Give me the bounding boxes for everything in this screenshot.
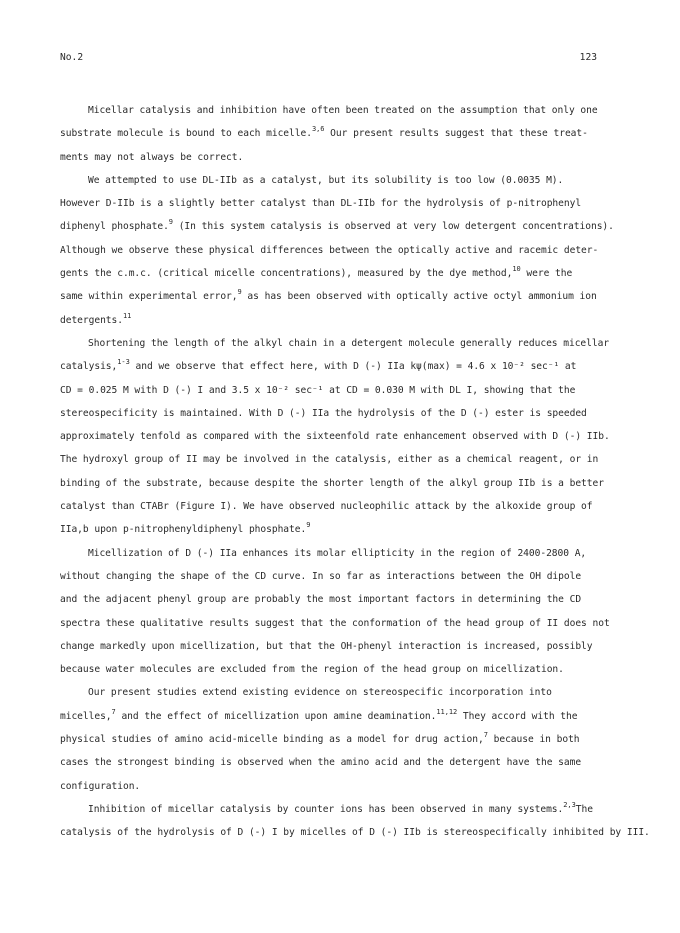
paragraph — [60, 542, 620, 682]
reference-superscript: 11,12 — [436, 707, 458, 716]
text-line: CD = 0.025 M with D (-) I and 3.5 x 10⁻² sec⁻¹ at CD = 0.030 M with DL I, showing that the — [60, 384, 576, 396]
reference-superscript: 2,3 — [563, 800, 576, 809]
paragraph — [60, 332, 620, 542]
text-line: because water molecules are excluded from the region of the head group on micellization. — [60, 664, 564, 676]
reference-superscript: 9 — [237, 288, 242, 297]
text-line: spectra these qualitative results suggest that the conformation of the head group of II does not — [60, 617, 610, 629]
article-body — [60, 99, 650, 845]
text-line: cases the strongest binding is observed when the amino acid and the detergent have the same — [60, 757, 582, 769]
paragraph — [60, 169, 620, 332]
reference-superscript: 3,6 — [311, 125, 325, 134]
reference-superscript: 7 — [111, 707, 116, 716]
page-header — [60, 52, 597, 66]
text-line: Although we observe these physical differences between the optically active and racemic deter- — [60, 244, 599, 256]
text-line: configuration. — [60, 780, 141, 792]
text-line: detergents.$^{11}$ — [60, 311, 132, 326]
text-line: physical studies of amino acid-micelle binding as a model for drug action,$^7$ because in both — [60, 731, 580, 746]
paragraph — [60, 99, 620, 169]
text-line: substrate molecule is bound to each micelle.$^{3,6}$ Our present results suggest that these treat- — [60, 125, 588, 140]
text-line: Micellar catalysis and inhibition have often been treated on the assumption that only one — [88, 105, 598, 116]
page-number: 123 — [579, 52, 597, 63]
text-line: micelles,$^7$ and the effect of micellization upon amine deamination.$^{11,12}$ They accord with the — [60, 707, 578, 722]
text-line: catalysis,$^{1-3}$ and we observe that effect here, with D (-) IIa kψ(max) = 4.6 x 10⁻² sec⁻¹ at — [60, 358, 577, 373]
text-line: However D-IIb is a slightly better catalyst than DL-IIb for the hydrolysis of p-nitrophenyl — [60, 198, 582, 210]
text-line: diphenyl phosphate.$^9$ (In this system catalysis is observed at very low detergent concentrations). — [60, 218, 614, 233]
text-line: catalysis of the hydrolysis of D (-) I by micelles of D (-) IIb is stereospecifically inhibited by III. — [60, 827, 650, 839]
text-line: We attempted to use DL-IIb as a catalyst, but its solubility is too low (0.0035 M). — [88, 174, 564, 186]
text-line: The hydroxyl group of II may be involved in the catalysis, either as a chemical reagent, or in — [60, 454, 599, 466]
text-line: binding of the substrate, because despite the shorter length of the alkyl group IIb is a better — [60, 477, 604, 489]
reference-superscript: 11 — [123, 311, 132, 320]
paragraph — [60, 798, 650, 845]
reference-superscript: 1-3 — [117, 358, 130, 367]
text-line: catalyst than CTABr (Figure I). We have observed nucleophilic attack by the alkoxide group of — [60, 501, 593, 513]
text-line: without changing the shape of the CD curve. In so far as interactions between the OH dipole — [60, 570, 582, 582]
text-line: gents the c.m.c. (critical micelle concentrations), measured by the dye method,$^{10}$ were the — [60, 265, 573, 280]
text-line: stereospecificity is maintained. With D (-) IIa the hydrolysis of the D (-) ester is speeded — [60, 407, 587, 419]
reference-superscript: 9 — [306, 521, 311, 530]
text-line: and the adjacent phenyl group are probably the most important factors in determining the CD — [60, 594, 582, 606]
text-line: IIa,b upon p-nitrophenyldiphenyl phosphate.$^9$ — [60, 521, 311, 536]
text-line: same within experimental error,$^9$ as has been observed with optically active octyl ammonium ion — [60, 288, 597, 303]
reference-superscript: 10 — [512, 265, 521, 274]
text-line: Shortening the length of the alkyl chain in a detergent molecule generally reduces micellar — [88, 337, 610, 349]
text-line: Micellization of D (-) IIa enhances its molar ellipticity in the region of 2400-2800 A, — [88, 547, 587, 559]
reference-superscript: 7 — [483, 731, 488, 740]
text-line: Our present studies extend existing evidence on stereospecific incorporation into — [88, 687, 552, 699]
text-line: change markedly upon micellization, but that the OH-phenyl interaction is increased, possibly — [60, 640, 593, 652]
text-line: Inhibition of micellar catalysis by counter ions has been observed in many systems.$^{2,3}$The — [88, 800, 593, 815]
reference-superscript: 9 — [168, 218, 173, 227]
text-line: ments may not always be correct. — [60, 151, 244, 163]
paragraph — [60, 681, 620, 797]
text-line: approximately tenfold as compared with the sixteenfold rate enhancement observed with D (-) IIb. — [60, 431, 610, 443]
journal-issue-number: No.2 — [60, 52, 84, 63]
